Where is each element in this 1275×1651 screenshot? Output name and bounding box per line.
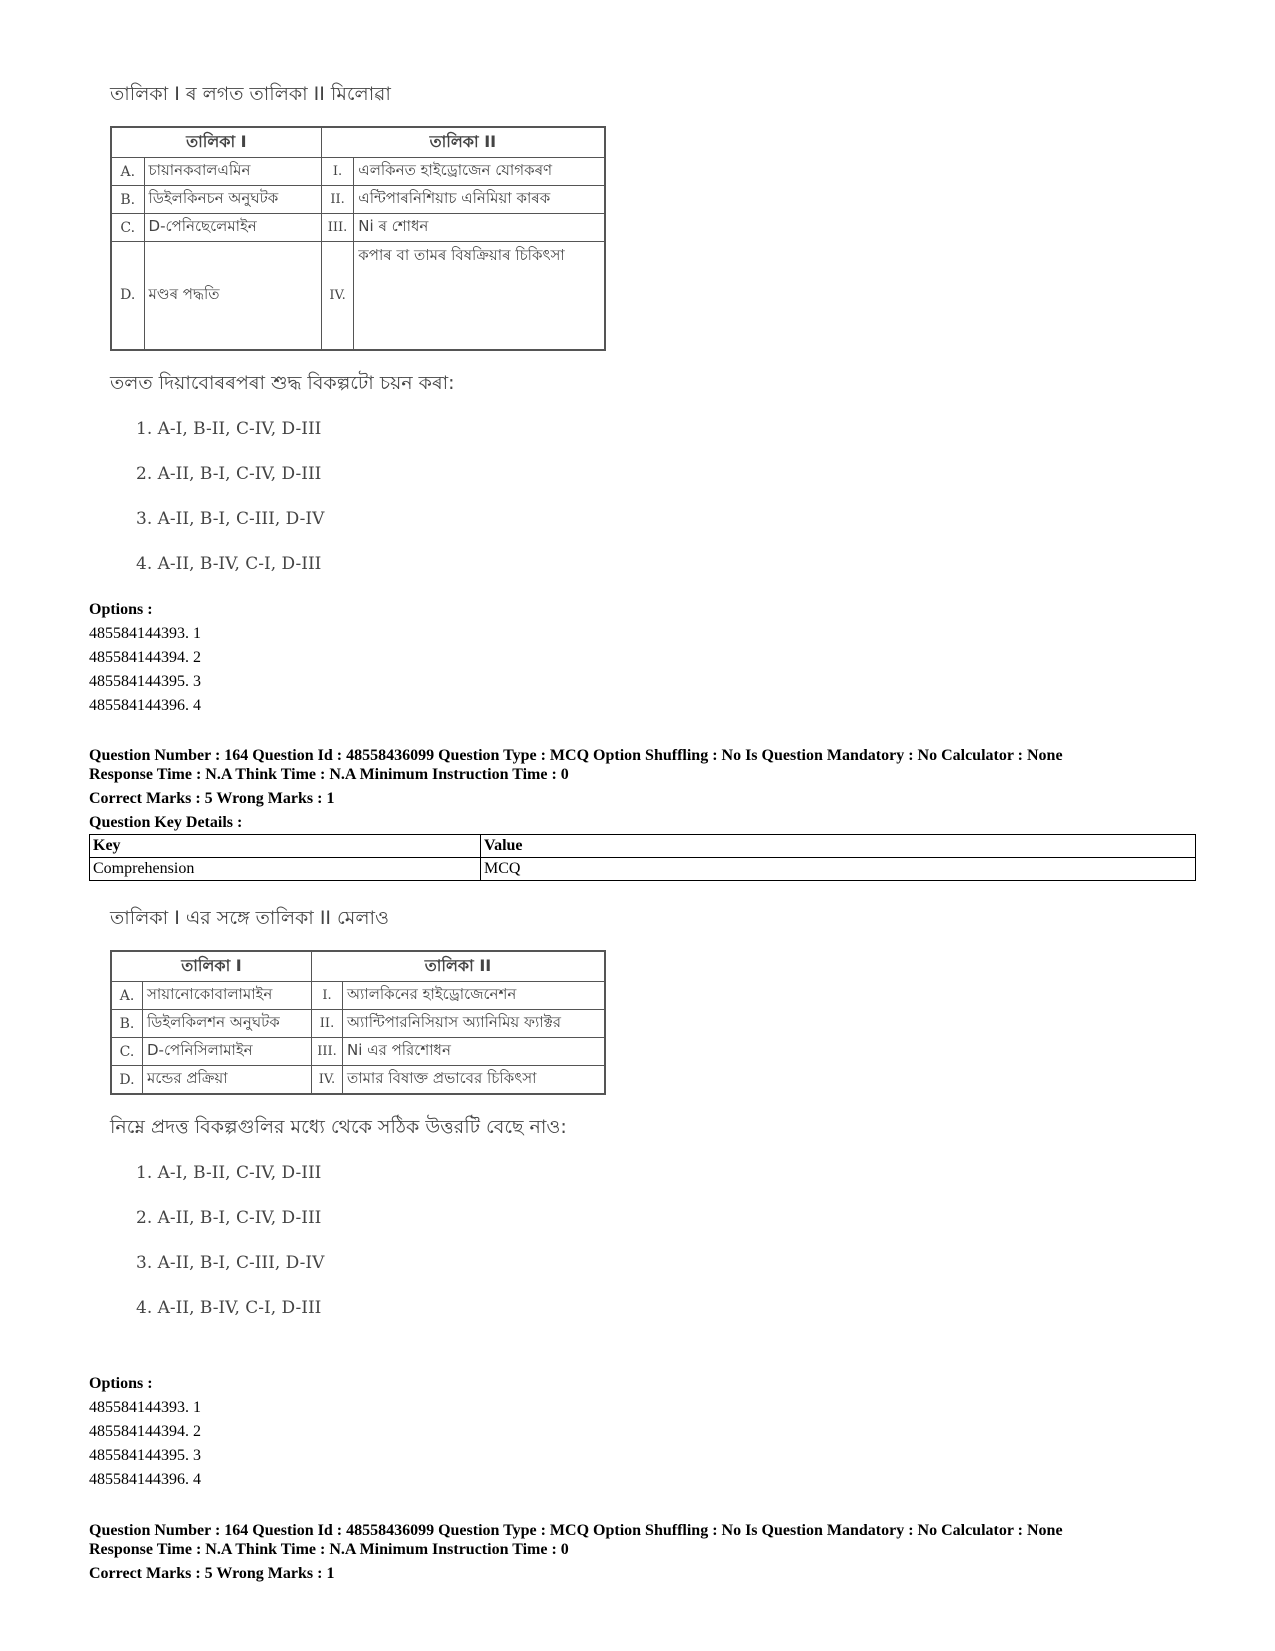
choice-item: 4. A-II, B-IV, C-I, D-III xyxy=(136,553,322,574)
list-1-item: ডিইলকিনচন অনুঘটক xyxy=(144,186,321,214)
choice-item: 2. A-II, B-I, C-IV, D-III xyxy=(136,463,322,484)
list-1-item: মণ্ডৰ পদ্ধতি xyxy=(144,242,321,350)
question-1-instruction: তলত দিয়াবোৰৰপৰা শুদ্ধ বিকল্পটো চয়ন কৰা: xyxy=(110,371,455,394)
list-2-item: অ্যালকিনের হাইড্রোজেনেশন xyxy=(343,982,606,1010)
question-meta-line: Question Number : 164 Question Id : 48558436099 Question Type : MCQ Option Shuffling : No Is Question Mandatory : No Calculator : None xyxy=(89,1522,1063,1539)
option-item: 485584144393. 1 xyxy=(89,1399,201,1416)
list-1-item: চায়ানকবালএমিন xyxy=(144,158,321,186)
row-label: III. xyxy=(321,214,354,242)
options-label: Options : xyxy=(89,601,153,618)
list-1-header: তালিকা I xyxy=(111,951,312,982)
list-2-item: তামার বিষাক্ত প্রভাবের চিকিৎসা xyxy=(343,1066,606,1095)
list-1-item: ডিইলকিলশন অনুঘটক xyxy=(143,1010,312,1038)
row-label: II. xyxy=(312,1010,343,1038)
row-label: I. xyxy=(321,158,354,186)
table-row xyxy=(111,158,605,186)
table-row xyxy=(111,1010,605,1038)
list-1-header: তালিকা I xyxy=(111,127,321,158)
row-label: III. xyxy=(312,1038,343,1066)
question-1-image xyxy=(110,80,630,595)
choice-item: 2. A-II, B-I, C-IV, D-III xyxy=(136,1208,322,1228)
row-label: A. xyxy=(111,158,144,186)
question-1-heading: তালিকা I ৰ লগত তালিকা II মিলোৱা xyxy=(110,83,391,105)
list-2-header: তালিকা II xyxy=(312,951,606,982)
options-2 xyxy=(89,1372,201,1492)
match-table-header xyxy=(111,951,605,982)
choice-item: 1. A-I, B-II, C-IV, D-III xyxy=(136,1163,322,1183)
choice-item: 3. A-II, B-I, C-III, D-IV xyxy=(136,1253,325,1273)
option-item: 485584144395. 3 xyxy=(89,673,201,690)
table-row xyxy=(90,858,1196,881)
question-2-instruction: নিম্নে প্রদত্ত বিকল্পগুলির মধ্যে থেকে সঠিক উত্তরটি বেছে নাও: xyxy=(110,1116,567,1138)
question-1-choices xyxy=(110,415,630,595)
list-2-item: Ni ৰ শোধন xyxy=(354,214,605,242)
row-label: A. xyxy=(111,982,143,1010)
option-item: 485584144393. 1 xyxy=(89,625,201,642)
option-item: 485584144396. 4 xyxy=(89,697,201,714)
list-1-item: D-পেনিছেলেমাইন xyxy=(144,214,321,242)
option-item: 485584144395. 3 xyxy=(89,1447,201,1464)
list-2-header: তালিকা II xyxy=(321,127,605,158)
list-2-item: Ni এর পরিশোধন xyxy=(343,1038,606,1066)
value-header: Value xyxy=(481,835,1196,858)
marks-line: Correct Marks : 5 Wrong Marks : 1 xyxy=(89,1565,335,1582)
table-row xyxy=(90,835,1196,858)
table-row xyxy=(111,186,605,214)
options-1 xyxy=(89,598,201,718)
option-item: 485584144396. 4 xyxy=(89,1471,201,1488)
question-2-heading: তালিকা I এর সঙ্গে তালিকা II মেলাও xyxy=(110,907,389,929)
choice-item: 1. A-I, B-II, C-IV, D-III xyxy=(136,418,322,439)
key-cell: Comprehension xyxy=(90,858,481,881)
row-label: C. xyxy=(111,214,144,242)
list-2-item: এলকিনত হাইড্ৰোজেন যোগকৰণ xyxy=(354,158,605,186)
table-row xyxy=(111,1038,605,1066)
row-label: B. xyxy=(111,186,144,214)
row-label: I. xyxy=(312,982,343,1010)
match-table-1 xyxy=(110,126,606,351)
list-2-item: এন্টিপাৰনিশিয়াচ এনিমিয়া কাৰক xyxy=(354,186,605,214)
choice-item: 3. A-II, B-I, C-III, D-IV xyxy=(136,508,325,529)
list-1-item: D-পেনিসিলামাইন xyxy=(143,1038,312,1066)
question-meta-line: Question Number : 164 Question Id : 48558436099 Question Type : MCQ Option Shuffling : No Is Question Mandatory : No Calculator : None xyxy=(89,747,1063,764)
match-table-2 xyxy=(110,950,606,1095)
row-label: B. xyxy=(111,1010,143,1038)
options-label: Options : xyxy=(89,1375,153,1392)
table-row xyxy=(111,242,605,350)
marks-line: Correct Marks : 5 Wrong Marks : 1 xyxy=(89,790,335,807)
table-row xyxy=(111,1066,605,1095)
table-row xyxy=(111,214,605,242)
choice-item: 4. A-II, B-IV, C-I, D-III xyxy=(136,1298,322,1318)
row-label: IV. xyxy=(312,1066,343,1095)
key-header: Key xyxy=(90,835,481,858)
row-label: D. xyxy=(111,242,144,350)
table-row xyxy=(111,982,605,1010)
list-1-item: মন্ডের প্রক্রিয়া xyxy=(143,1066,312,1095)
list-2-item: অ্যান্টিপারনিসিয়াস অ্যানিমিয় ফ্যাক্টর xyxy=(343,1010,606,1038)
key-details-table xyxy=(89,834,1196,881)
row-label: D. xyxy=(111,1066,143,1095)
key-details-label: Question Key Details : xyxy=(89,814,243,831)
option-item: 485584144394. 2 xyxy=(89,1423,201,1440)
list-1-item: সায়ানোকোবালামাইন xyxy=(143,982,312,1010)
question-meta-line: Response Time : N.A Think Time : N.A Minimum Instruction Time : 0 xyxy=(89,1541,569,1558)
question-2-choices xyxy=(110,1159,630,1339)
match-table-header xyxy=(111,127,605,158)
question-2-image xyxy=(110,904,630,1339)
row-label: IV. xyxy=(321,242,354,350)
row-label: C. xyxy=(111,1038,143,1066)
option-item: 485584144394. 2 xyxy=(89,649,201,666)
question-meta-line: Response Time : N.A Think Time : N.A Minimum Instruction Time : 0 xyxy=(89,766,569,783)
value-cell: MCQ xyxy=(481,858,1196,881)
list-2-item: কপাৰ বা তামৰ বিষক্ৰিয়াৰ চিকিৎসা xyxy=(354,242,605,350)
row-label: II. xyxy=(321,186,354,214)
